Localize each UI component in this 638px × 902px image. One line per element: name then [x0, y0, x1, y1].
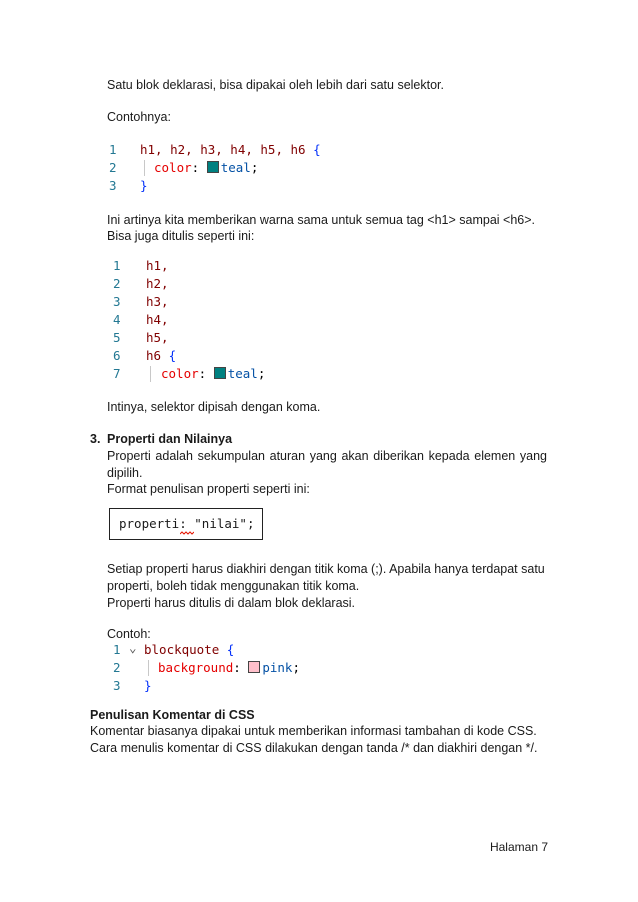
open-brace: { [168, 348, 177, 363]
line-number: 4 [113, 312, 121, 327]
fold-chevron-icon[interactable]: ⌄ [129, 640, 137, 655]
colon: : [191, 160, 200, 175]
selector-item: h4, [146, 312, 169, 327]
color-swatch-icon [214, 367, 226, 379]
line-number: 1 [109, 142, 117, 157]
selector-item: h5, [146, 330, 169, 345]
page-number: Halaman 7 [489, 840, 548, 854]
code-line-6 [146, 347, 176, 365]
comments-title: Penulisan Komentar di CSS [90, 708, 255, 722]
section-para-3-line-1: Setiap properti harus diakhiri dengan titik koma (;). Apabila hanya terdapat satu [107, 562, 545, 576]
open-brace: { [313, 142, 321, 157]
section-number: 3. [90, 432, 101, 446]
code-block-1 [107, 141, 321, 195]
semicolon: ; [257, 366, 266, 381]
indent-guide [150, 366, 151, 382]
section-para-2: Format penulisan properti seperti ini: [107, 482, 310, 496]
property-name: background [158, 660, 234, 675]
open-brace: { [226, 642, 235, 657]
color-swatch-icon [207, 161, 219, 173]
comments-line-2: Cara menulis komentar di CSS dilakukan dengan tanda /* dan diakhiri dengan */. [90, 741, 538, 755]
section-para-3-line-2: properti, boleh tidak menggunakan titik koma. [107, 579, 360, 593]
selector-item: h3, [146, 294, 169, 309]
code-block-2 [107, 257, 307, 385]
line-number: 7 [113, 366, 121, 381]
colon: : [198, 366, 207, 381]
section-para-1: Properti adalah sekumpulan aturan yang akan diberikan kepada elemen yang dipilih. [107, 449, 547, 480]
close-brace: } [140, 178, 148, 193]
code-line-2 [158, 659, 300, 677]
code-line-2 [154, 159, 258, 177]
selector-item: h6 [146, 348, 162, 363]
selector: blockquote [144, 642, 220, 657]
property-name: color [161, 366, 199, 381]
explain-line-1: Ini artinya kita memberikan warna sama untuk semua tag <h1> sampai <h6>. [107, 213, 536, 227]
format-code-box [109, 508, 263, 540]
intro-sentence: Satu blok deklarasi, bisa dipakai oleh lebih dari satu selektor. [107, 78, 445, 92]
color-swatch-icon [248, 661, 260, 673]
line-number: 2 [109, 160, 117, 175]
comments-line-1: Komentar biasanya dipakai untuk memberikan informasi tambahan di kode CSS. [90, 724, 537, 738]
property-value: teal [220, 160, 251, 175]
line-number: 5 [113, 330, 121, 345]
line-number: 3 [109, 178, 117, 193]
line-number: 3 [113, 294, 121, 309]
spellcheck-squiggle-icon [180, 531, 194, 535]
line-number: 3 [113, 678, 121, 693]
section-title: Properti dan Nilainya [107, 432, 233, 446]
indent-guide [148, 660, 149, 676]
indent-guide [144, 160, 145, 176]
example-label-2: Contoh: [107, 627, 151, 641]
example-label: Contohnya: [107, 110, 171, 124]
property-value: pink [262, 660, 293, 675]
line-number: 2 [113, 660, 121, 675]
line-number: 2 [113, 276, 121, 291]
property-name: color [154, 160, 192, 175]
colon: : [233, 660, 241, 675]
code-block-3 [107, 641, 307, 695]
explain-line-2: Bisa juga ditulis seperti ini: [107, 229, 255, 243]
format-property: properti [119, 516, 180, 531]
selector-list: h1, h2, h3, h4, h5, h6 [140, 142, 306, 157]
line-number: 6 [113, 348, 121, 363]
code-line-1 [140, 141, 321, 159]
semicolon: ; [250, 160, 259, 175]
selector-item: h2, [146, 276, 169, 291]
format-colon: : [179, 516, 187, 531]
code-line-7 [161, 365, 265, 383]
line-number: 1 [113, 642, 121, 657]
section-para-3-line-3: Properti harus ditulis di dalam blok deklarasi. [107, 596, 356, 610]
selector-item: h1, [146, 258, 169, 273]
semicolon: ; [292, 660, 300, 675]
code-line-1 [144, 641, 234, 659]
property-value: teal [227, 366, 258, 381]
line-number: 1 [113, 258, 121, 273]
format-value: "nilai"; [186, 516, 255, 531]
summary-text: Intinya, selektor dipisah dengan koma. [107, 400, 321, 414]
close-brace: } [144, 678, 152, 693]
